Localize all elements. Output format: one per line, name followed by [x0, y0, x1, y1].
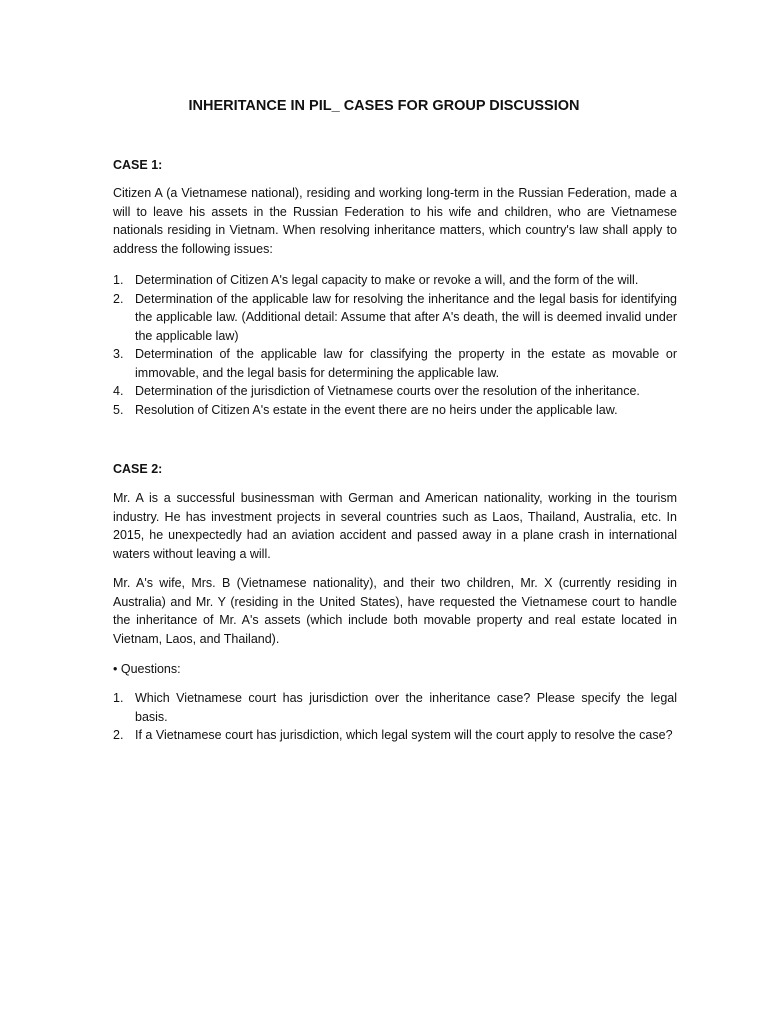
list-text: Which Vietnamese court has jurisdiction over the inheritance case? Please specify the legal basis.	[135, 691, 677, 724]
document-title: INHERITANCE IN PIL_ CASES FOR GROUP DISCUSSION	[188, 98, 580, 114]
list-item	[113, 401, 677, 420]
list-text: Resolution of Citizen A's estate in the event there are no heirs under the applicable law.	[135, 402, 618, 417]
questions-label: • Questions:	[113, 662, 181, 676]
list-item	[113, 689, 677, 726]
case2-heading: CASE 2:	[113, 462, 163, 476]
list-item	[113, 290, 677, 346]
case1-heading: CASE 1:	[113, 158, 163, 172]
case2-paragraph: Mr. A's wife, Mrs. B (Vietnamese nationality), and their two children, Mr. X (currently residing in Australia) and Mr. Y (residing in the United States), have requested the Vietnamese court to handle the inheritance of Mr. A's assets (which include both movable property and real estate located in Vietnam, Laos, and Thailand).	[113, 576, 677, 646]
case1-intro: Citizen A (a Vietnamese national), residing and working long-term in the Russian Federation, made a will to leave his assets in the Russian Federation to his wife and children, who are Vietnamese nationals residing in Vietnam. When resolving inheritance matters, which country's law shall apply to address the following issues:	[113, 186, 677, 256]
list-number: 5.	[113, 402, 124, 417]
list-item	[113, 726, 677, 745]
list-text: Determination of Citizen A's legal capacity to make or revoke a will, and the form of the will.	[135, 273, 639, 287]
list-number: 3.	[113, 347, 124, 361]
list-item	[113, 271, 677, 290]
list-number: 4.	[113, 384, 124, 398]
list-number: 1.	[113, 273, 124, 287]
case2-question-list	[113, 689, 677, 745]
list-number: 2.	[113, 291, 124, 306]
list-number: 1.	[113, 691, 124, 705]
list-text: If a Vietnamese court has jurisdiction, which legal system will the court apply to resolve the case?	[135, 728, 673, 742]
case2-paragraph: Mr. A is a successful businessman with German and American nationality, working in the tourism industry. He has investment projects in several countries such as Laos, Thailand, Australia, etc. In 2015, he unexpectedly had an aviation accident and passed away in a plane crash in international waters without leaving a will.	[113, 491, 677, 561]
list-number: 2.	[113, 728, 124, 742]
list-text: Determination of the applicable law for resolving the inheritance and the legal basis for identifying the applicable law. (Additional detail: Assume that after A's death, the will is deemed invalid under the applicable law)	[135, 291, 677, 343]
list-item	[113, 382, 677, 401]
list-text: Determination of the jurisdiction of Vietnamese courts over the resolution of the inheritance.	[135, 384, 640, 398]
case1-issue-list	[113, 271, 677, 419]
list-item	[113, 345, 677, 382]
list-text: Determination of the applicable law for classifying the property in the estate as movable or immovable, and the legal basis for determining the applicable law.	[135, 347, 677, 380]
